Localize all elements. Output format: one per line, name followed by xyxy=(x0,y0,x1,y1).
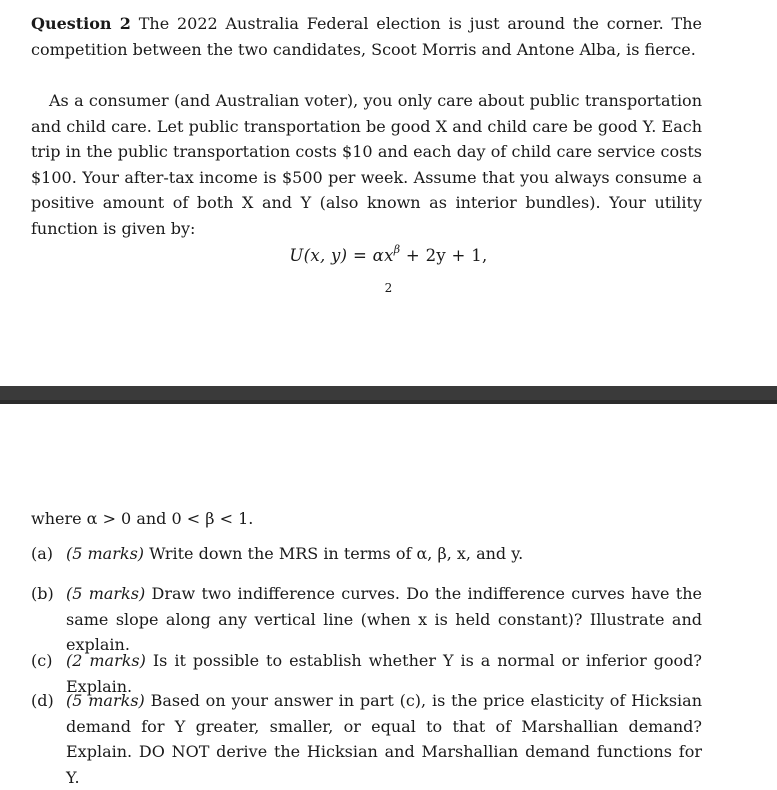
question-intro-text: The 2022 Australia Federal election is just around the corner. The competition between the two candidates, Scoot Morris and Antone Alba, is fierce. xyxy=(31,14,702,59)
question-label: Question 2 xyxy=(31,14,131,33)
part-marks: (2 marks) xyxy=(66,651,146,670)
question-intro xyxy=(31,11,702,62)
part-label: (a) xyxy=(31,544,54,563)
where-condition: where α > 0 and 0 < β < 1. xyxy=(31,509,254,528)
part-a xyxy=(31,541,702,567)
formula-lhs: U(x, y) = αx xyxy=(289,246,394,265)
part-text: Write down the MRS in terms of α, β, x, and y. xyxy=(149,544,524,563)
page-bottom xyxy=(0,404,777,787)
part-label: (d) xyxy=(31,691,54,710)
question-paragraph: As a consumer (and Australian voter), you only care about public transportation and child care. Let public transportation be good X and child care be good Y. Each trip in the public transportation costs $10 and each day of child care service costs $100. Your after-tax income is $500 per week. Assume that you always consume a positive amount of both X and Y (also known as interior bundles). Your utility function is given by: xyxy=(31,91,702,238)
formula-exponent: β xyxy=(393,243,401,256)
part-d xyxy=(31,688,702,790)
part-marks: (5 marks) xyxy=(66,691,145,710)
part-label: (c) xyxy=(31,651,53,670)
utility-function xyxy=(0,243,777,265)
page-divider xyxy=(0,386,777,404)
part-text: Is it possible to establish whether Y is a normal or inferior good? Explain. xyxy=(66,651,703,696)
part-marks: (5 marks) xyxy=(66,544,145,563)
page-top xyxy=(0,0,777,386)
part-label: (b) xyxy=(31,584,54,603)
part-b xyxy=(31,581,702,658)
formula-rhs: + 2y + 1, xyxy=(400,246,488,265)
part-marks: (5 marks) xyxy=(66,584,146,603)
page-number: 2 xyxy=(384,281,393,295)
part-text: Based on your answer in part (c), is the price elasticity of Hicksian demand for Y greater, smaller, or equal to that of Marshallian demand? Explain. DO NOT derive the Hicksian and Marshallian demand functions for Y. xyxy=(66,691,703,787)
part-text: Draw two indifference curves. Do the indifference curves have the same slope along any vertical line (when x is held constant)? Illustrate and explain. xyxy=(66,584,703,654)
